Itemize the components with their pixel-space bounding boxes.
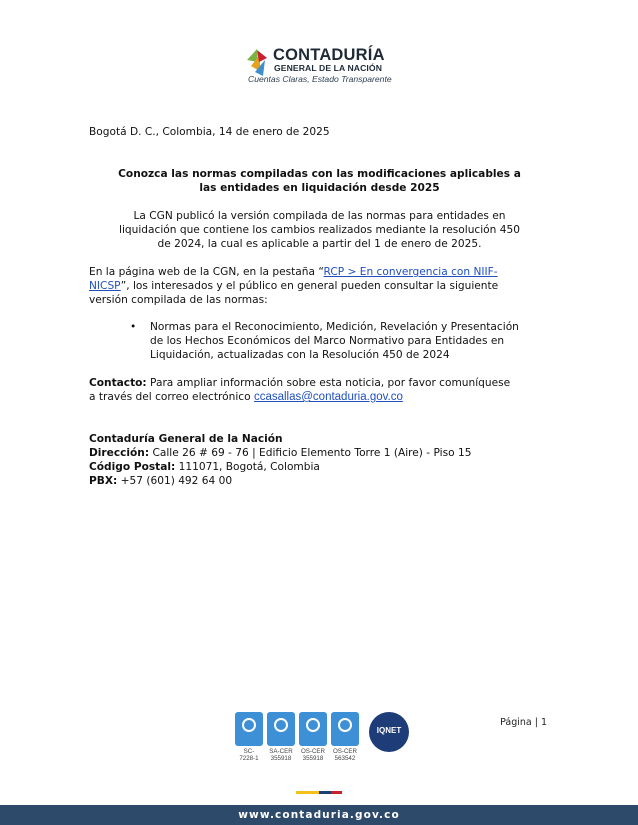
signature-pbx <box>89 474 232 488</box>
bullet-line-3: Liquidación, actualizadas con la Resolución 450 de 2024 <box>150 349 450 361</box>
pbx-label: PBX: <box>89 475 118 487</box>
rcp-link[interactable]: RCP > En convergencia con NIIF- <box>323 266 498 278</box>
cert-code: OS-CER 355918 <box>300 748 326 762</box>
cgn-emblem-icon <box>245 46 273 76</box>
logo-subtitle: GENERAL DE LA NACIÓN <box>274 63 382 73</box>
web-text-after: ”, los interesados y el público en general pueden consultar la siguiente <box>120 280 499 292</box>
cgn-logo <box>245 46 395 88</box>
address-label: Dirección: <box>89 447 150 459</box>
web-paragraph-line-3: versión compilada de las normas: <box>89 294 268 306</box>
iqnet-seal-icon <box>369 712 409 752</box>
heading-line-1: Conozca las normas compiladas con las modificaciones aplicables a <box>118 168 521 180</box>
postal-label: Código Postal: <box>89 461 176 473</box>
date-line: Bogotá D. C., Colombia, 14 de enero de 2025 <box>89 126 330 138</box>
web-paragraph-line-1 <box>89 265 498 279</box>
logo-title: CONTADURÍA <box>273 46 385 64</box>
footer-bar <box>0 805 638 825</box>
heading-line-2: las entidades en liquidación desde 2025 <box>199 182 440 194</box>
bullet-icon: • <box>130 321 137 333</box>
icontec-cert-icon <box>235 712 263 746</box>
contact-email-link[interactable]: ccasallas@contaduria.gov.co <box>253 391 403 403</box>
bullet-line-1: Normas para el Reconocimiento, Medición, Revelación y Presentación <box>150 321 519 333</box>
bullet-line-2: de los Hechos Económicos del Marco Normativo para Entidades en <box>150 335 505 347</box>
signature-postal <box>89 460 320 474</box>
icontec-cert-icon <box>267 712 295 746</box>
contact-line-1 <box>89 376 510 390</box>
address-value: Calle 26 # 69 - 76 | Edificio Elemento Torre 1 (Aire) - Piso 15 <box>149 447 472 459</box>
intro-line-1: La CGN publicó la versión compilada de las normas para entidades en <box>133 210 506 222</box>
intro-line-3: de 2024, la cual es aplicable a partir del 1 de enero de 2025. <box>157 238 482 250</box>
cert-code: SC- 7228-1 <box>239 748 259 762</box>
pbx-value: +57 (601) 492 64 00 <box>117 475 233 487</box>
colombia-flag-stripe <box>296 791 342 794</box>
iqnet-label: IQNET <box>376 726 402 735</box>
signature-org: Contaduría General de la Nación <box>89 433 283 445</box>
postal-value: 111071, Bogotá, Colombia <box>175 461 320 473</box>
signature-address <box>89 446 471 460</box>
page-number: Página | 1 <box>500 717 547 728</box>
contact-text-2: a través del correo electrónico <box>89 391 254 403</box>
contact-label: Contacto: <box>89 377 147 389</box>
intro-line-2: liquidación que contiene los cambios realizados mediante la resolución 450 <box>119 224 520 236</box>
cert-code: OS-CER 563542 <box>332 748 358 762</box>
web-paragraph-line-2 <box>89 279 498 293</box>
logo-tagline: Cuentas Claras, Estado Transparente <box>248 74 392 84</box>
contact-line-2 <box>89 390 403 404</box>
rcp-link-continued[interactable]: NICSP <box>89 280 121 292</box>
icontec-cert-icon <box>331 712 359 746</box>
website-link[interactable]: www.contaduria.gov.co <box>238 809 400 821</box>
icontec-cert-icon <box>299 712 327 746</box>
cert-code: SA-CER 355918 <box>269 748 293 762</box>
contact-text: Para ampliar información sobre esta noticia, por favor comuníquese <box>146 377 511 389</box>
web-text-before: En la página web de la CGN, en la pestaña “ <box>89 266 324 278</box>
